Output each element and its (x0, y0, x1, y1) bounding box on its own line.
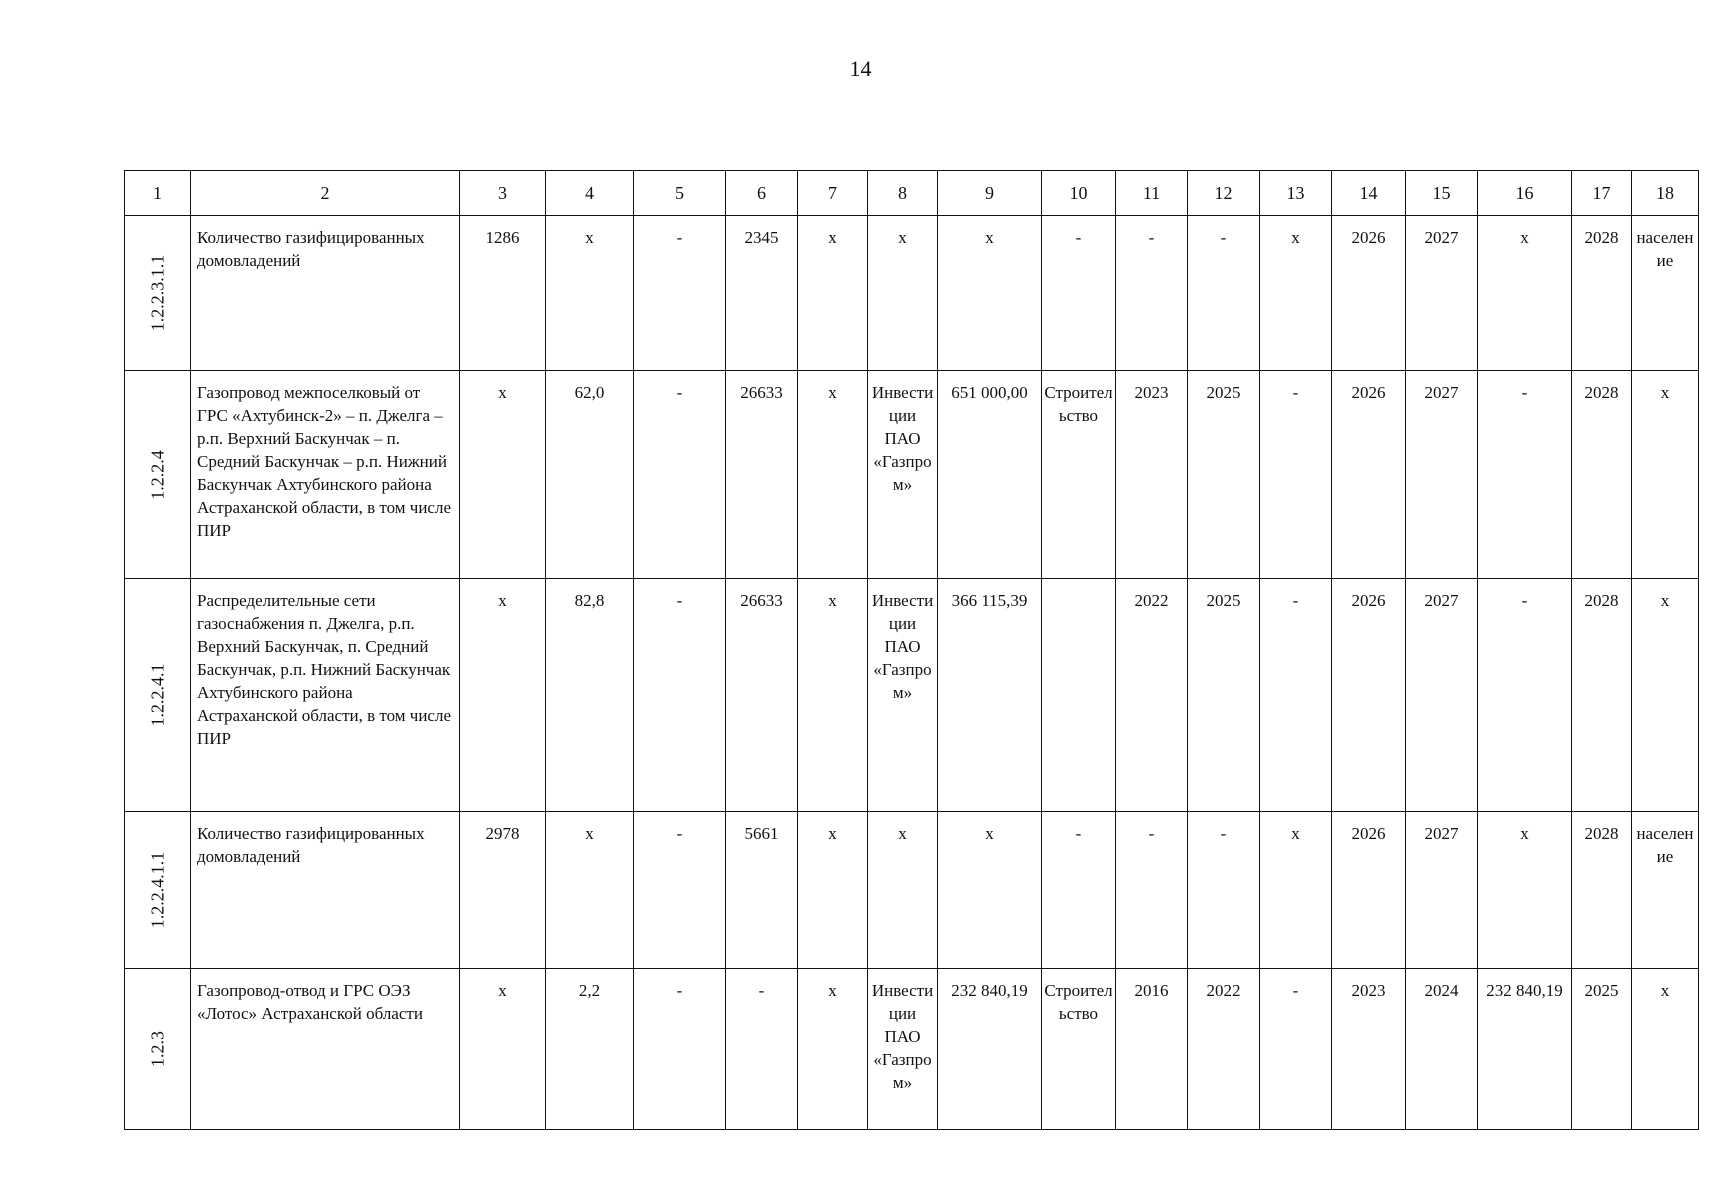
header-cell: 13 (1260, 171, 1332, 216)
header-cell: 5 (634, 171, 726, 216)
cell: - (1116, 812, 1188, 969)
cell: население (1632, 216, 1699, 371)
cell (1042, 579, 1116, 812)
cell: х (1632, 969, 1699, 1130)
cell: Инвестиции ПАО «Газпром» (868, 579, 938, 812)
row-description: Газопровод-отвод и ГРС ОЭЗ «Лотос» Астраханской области (191, 969, 460, 1130)
header-cell: 14 (1332, 171, 1406, 216)
cell: 2027 (1406, 371, 1478, 579)
cell: Строительство (1042, 969, 1116, 1130)
cell: 2028 (1572, 371, 1632, 579)
cell: х (460, 579, 546, 812)
row-description: Количество газифицированных домовладений (191, 812, 460, 969)
cell: х (1632, 371, 1699, 579)
cell: х (798, 969, 868, 1130)
cell: 2026 (1332, 579, 1406, 812)
cell: 2025 (1188, 371, 1260, 579)
cell: 62,0 (546, 371, 634, 579)
cell: 2025 (1572, 969, 1632, 1130)
cell: Инвестиции ПАО «Газпром» (868, 969, 938, 1130)
cell: - (1260, 579, 1332, 812)
cell: х (1478, 216, 1572, 371)
table-row (125, 216, 1699, 371)
cell: 2978 (460, 812, 546, 969)
header-cell: 7 (798, 171, 868, 216)
cell: 2345 (726, 216, 798, 371)
cell: 2026 (1332, 216, 1406, 371)
cell: 2022 (1188, 969, 1260, 1130)
cell: х (546, 216, 634, 371)
cell: х (798, 371, 868, 579)
cell: 2023 (1332, 969, 1406, 1130)
cell: 366 115,39 (938, 579, 1042, 812)
header-cell: 3 (460, 171, 546, 216)
row-code: 1.2.3 (147, 1031, 167, 1067)
cell: 2016 (1116, 969, 1188, 1130)
row-code-cell (125, 812, 191, 969)
cell: х (460, 969, 546, 1130)
cell: х (1260, 812, 1332, 969)
cell: 2025 (1188, 579, 1260, 812)
cell: Инвестиции ПАО «Газпром» (868, 371, 938, 579)
header-cell: 4 (546, 171, 634, 216)
header-cell: 18 (1632, 171, 1699, 216)
header-cell: 6 (726, 171, 798, 216)
header-cell: 15 (1406, 171, 1478, 216)
row-description: Газопровод межпоселковый от ГРС «Ахтубинск-2» – п. Джелга – р.п. Верхний Баскунчак – п. Средний Баскунчак – р.п. Нижний Баскунчак Ахтубинского района Астраханской области, в том числе ПИР (191, 371, 460, 579)
cell: Строительство (1042, 371, 1116, 579)
cell: х (798, 216, 868, 371)
row-description: Распределительные сети газоснабжения п. Джелга, р.п. Верхний Баскунчак, п. Средний Баскунчак, р.п. Нижний Баскунчак Ахтубинского района Астраханской области, в том числе ПИР (191, 579, 460, 812)
header-cell: 12 (1188, 171, 1260, 216)
table-row (125, 579, 1699, 812)
cell: - (1260, 371, 1332, 579)
cell: - (1478, 371, 1572, 579)
row-code: 1.2.2.4 (147, 449, 167, 500)
cell: 2024 (1406, 969, 1478, 1130)
row-code: 1.2.2.4.1 (147, 663, 167, 727)
cell: - (1042, 216, 1116, 371)
cell: 2027 (1406, 579, 1478, 812)
cell: 2027 (1406, 216, 1478, 371)
cell: - (1260, 969, 1332, 1130)
cell: 2028 (1572, 579, 1632, 812)
cell: - (1188, 812, 1260, 969)
row-code-cell (125, 579, 191, 812)
cell: - (1116, 216, 1188, 371)
cell: 2028 (1572, 216, 1632, 371)
row-code-cell (125, 969, 191, 1130)
cell: - (726, 969, 798, 1130)
cell: х (1478, 812, 1572, 969)
cell: 2022 (1116, 579, 1188, 812)
cell: 5661 (726, 812, 798, 969)
cell: 651 000,00 (938, 371, 1042, 579)
cell: - (1478, 579, 1572, 812)
cell: - (634, 371, 726, 579)
cell: 2026 (1332, 371, 1406, 579)
cell: х (460, 371, 546, 579)
cell: 2028 (1572, 812, 1632, 969)
cell: х (798, 579, 868, 812)
table-row (125, 969, 1699, 1130)
cell: - (634, 812, 726, 969)
cell: 1286 (460, 216, 546, 371)
cell: - (634, 579, 726, 812)
row-code-cell (125, 216, 191, 371)
cell: х (868, 812, 938, 969)
row-code-cell (125, 371, 191, 579)
cell: население (1632, 812, 1699, 969)
cell: 2023 (1116, 371, 1188, 579)
header-cell: 8 (868, 171, 938, 216)
cell: 2026 (1332, 812, 1406, 969)
header-row (125, 171, 1699, 216)
cell: х (938, 216, 1042, 371)
header-cell: 9 (938, 171, 1042, 216)
cell: - (1188, 216, 1260, 371)
cell: х (868, 216, 938, 371)
cell: 26633 (726, 579, 798, 812)
cell: - (634, 216, 726, 371)
header-cell: 1 (125, 171, 191, 216)
header-cell: 17 (1572, 171, 1632, 216)
data-table (124, 170, 1699, 1130)
table-row (125, 371, 1699, 579)
table-row (125, 812, 1699, 969)
cell: 82,8 (546, 579, 634, 812)
cell: х (1632, 579, 1699, 812)
cell: - (634, 969, 726, 1130)
cell: х (798, 812, 868, 969)
cell: х (546, 812, 634, 969)
row-description: Количество газифицированных домовладений (191, 216, 460, 371)
cell: 26633 (726, 371, 798, 579)
cell: 2,2 (546, 969, 634, 1130)
page-number: 14 (849, 56, 872, 81)
header-cell: 10 (1042, 171, 1116, 216)
cell: х (938, 812, 1042, 969)
cell: 2027 (1406, 812, 1478, 969)
header-cell: 16 (1478, 171, 1572, 216)
header-cell: 11 (1116, 171, 1188, 216)
cell: 232 840,19 (938, 969, 1042, 1130)
cell: 232 840,19 (1478, 969, 1572, 1130)
header-cell: 2 (191, 171, 460, 216)
cell: - (1042, 812, 1116, 969)
cell: х (1260, 216, 1332, 371)
row-code: 1.2.2.4.1.1 (147, 851, 167, 929)
row-code: 1.2.2.3.1.1 (147, 254, 167, 332)
